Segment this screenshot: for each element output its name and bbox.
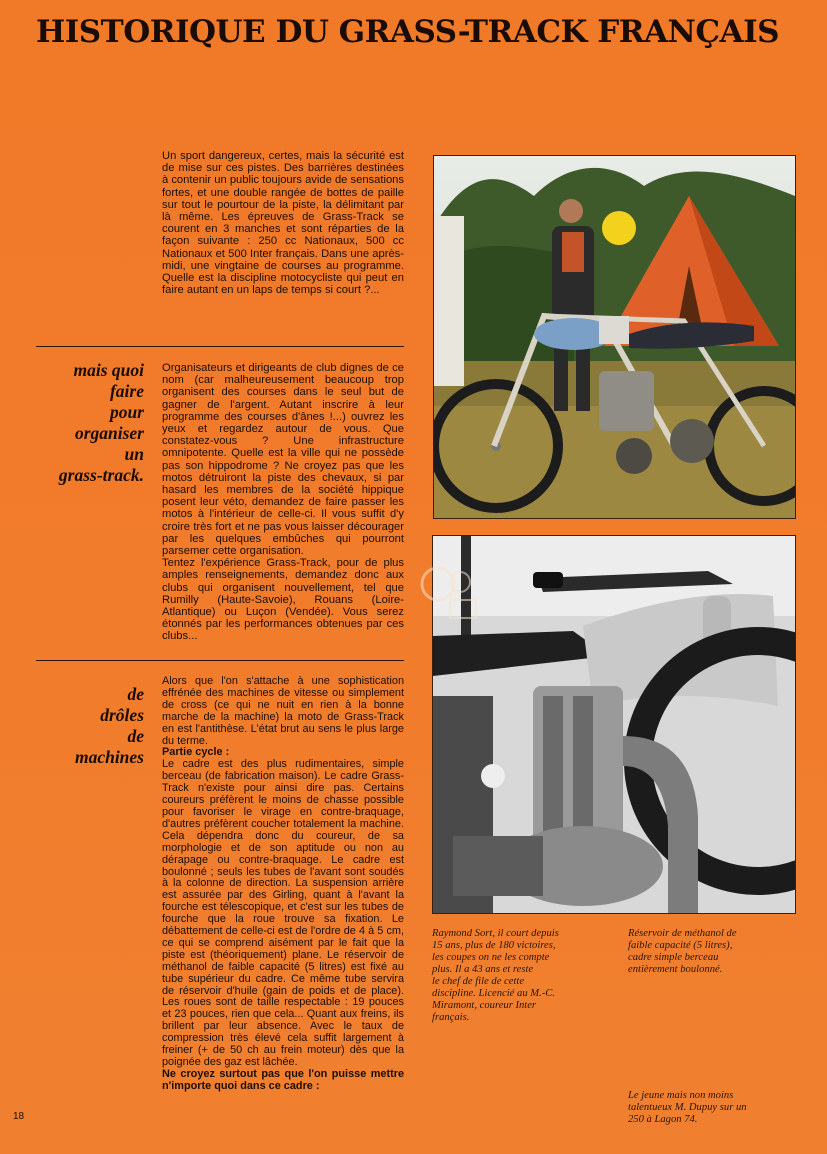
organiser-paragraph-2: Tentez l'expérience Grass-Track, pour de plus amples renseignements, demandez donc aux clubs qui organisent nouvellement, tel que Rumilly (Haute-Savoie), Rouans (Loire-Atlantique) ou Luçon (Vendée). Vous serez étonnés par les performances obtenues par ces clubs... [162,557,404,643]
caption-line: discipline. Licencié au M.-C. [432,988,555,999]
heading-line: machines [74,747,144,767]
section-divider [36,346,404,347]
heading-line: de [127,726,144,746]
heading-line: pour [109,402,144,422]
rider-photo-illustration [434,156,795,518]
heading-line: faire [109,381,144,401]
engine-photo-illustration [433,536,795,913]
watermark-icon [416,560,482,624]
caption-line: faible capacité (5 litres), [628,940,733,951]
machines-body: Le cadre est des plus rudimentaires, simple berceau (de fabrication maison). Le cadre Grass-Track n'existe pour ainsi dire pas. Certains coureurs préfèrent le moins de chasse possible pour favoriser le virage en contre-braquage, d'autres préfèrent coucher totalement la machine. Cela dépendra donc du coureur, de sa morphologie et de son aptitude ou non au dérapage ou contre-braquage. Le cadre est boulonné ; seuls les tubes de l'avant sont soudés à la colonne de direction. La suspension arrière est assurée par des Girling, quant à l'avant la fourche est télescopique, et c'est sur les tubes de fourche que la roue trouve sa fixation. Le débattement de celle-ci est de l'ordre de 4 à 5 cm, ce qui se comprend aisément par le fait que la piste est (théoriquement) plane. Le réservoir de méthanol de faible capacité (5 litres) est fixé au tube supérieur du cadre. Ce même tube servira de réservoir d'huile (gain de poids et de place). Les roues sont de taille respectable : 19 pouces et 23 pouces, rien que cela... Quant aux freins, ils brillent par leur absence. Avec le taux de compression très élevé cela suffit largement à freiner (+ de 50 ch au frein moteur) dès que la poignée des gaz est lâchée. [162,758,404,1068]
organiser-column [162,362,404,643]
intro-paragraph: Un sport dangereux, certes, mais la sécurité est de mise sur ces pistes. Des barrières destinées à contenir un public toujours avide de sensations fortes, et une double rangée de bottes de paille sur tout le pourtour de la piste, la délimitant par là même. Les épreuves de Grass-Track se courent en 3 manches et sont réparties de la façon suivante : 250 cc Nationaux, 500 cc Nationaux et 500 Inter français. Dans une après-midi, une vingtaine de courses au programme. Quelle est la discipline motocycliste qui peut en faire autant en un laps de temps si court ?... [162,150,404,297]
machines-subhead: Partie cycle : [162,746,230,759]
rider-photo [433,155,796,519]
heading-line: organiser [74,423,144,443]
watermark-logo [416,560,482,624]
caption-line: plus. Il a 43 ans et reste [432,964,534,975]
heading-line: mais quoi [73,360,144,380]
caption-line: Raymond Sort, il court depuis [432,928,559,939]
machines-closing: Ne croyez surtout pas que l'on puisse mettre n'importe quoi dans ce cadre : [162,1067,404,1092]
page-number: 18 [13,1111,25,1122]
section-divider [36,660,404,661]
machines-column [162,676,404,1093]
caption-line: entièrement boulonné. [628,964,723,975]
machines-intro: Alors que l'on s'attache à une sophistication effrénée des machines de vitesse ou simplement de cross (ce qui ne nuit en rien à la bonne marche de la machine) la moto de Grass-Track en est l'antithèse. L'état brut au sens le plus large du terme. [162,675,404,747]
heading-line: grass-track. [58,465,144,485]
caption-dupuy [628,1090,808,1126]
caption-line: Réservoir de méthanol de [628,928,737,939]
heading-line: drôles [100,705,144,725]
caption-reservoir [628,928,808,976]
section-heading-organiser [36,360,144,486]
caption-raymond [432,928,612,1024]
caption-line: Le jeune mais non moins [628,1090,734,1101]
caption-line: talentueux M. Dupuy sur un [628,1102,747,1113]
caption-line: Miramont, coureur Inter [432,1000,537,1011]
page-title: HISTORIQUE DU GRASS-TRACK FRANÇAIS [36,14,779,50]
caption-line: le chef de file de cette [432,976,525,987]
caption-line: les coupes on ne les compte [432,952,550,963]
heading-line: un [124,444,144,464]
organiser-paragraph: Organisateurs et dirigeants de club dignes de ce nom (car malheureusement beaucoup trop organisent des courses dans le seul but de gagner de l'argent. Autant inscrire à leur programme des courses d'ânes !...) ouvrez les yeux et regardez autour de vous. Que constatez-vous ? Une infrastructure omnipotente. Quelle est la ville qui ne possède pas son hippodrome ? Ne croyez pas que les motos détruiront la piste des chevaux, si par hasard les membres de la société hippique posent leur véto, demandez de faire passer les motos à l'intérieur de celle-ci. Il vous suffit d'y croire très fort et ne pas vous laisser décourager par les quelques embûches qui pourront parsemer cette organisation. [162,362,404,558]
heading-line: de [127,684,144,704]
caption-line: français. [432,1012,470,1023]
section-heading-machines [36,684,144,768]
caption-line: 15 ans, plus de 180 victoires, [432,940,556,951]
caption-line: cadre simple berceau [628,952,719,963]
intro-column [162,150,404,296]
caption-line: 250 à Lagon 74. [628,1114,698,1125]
engine-photo [432,535,796,914]
